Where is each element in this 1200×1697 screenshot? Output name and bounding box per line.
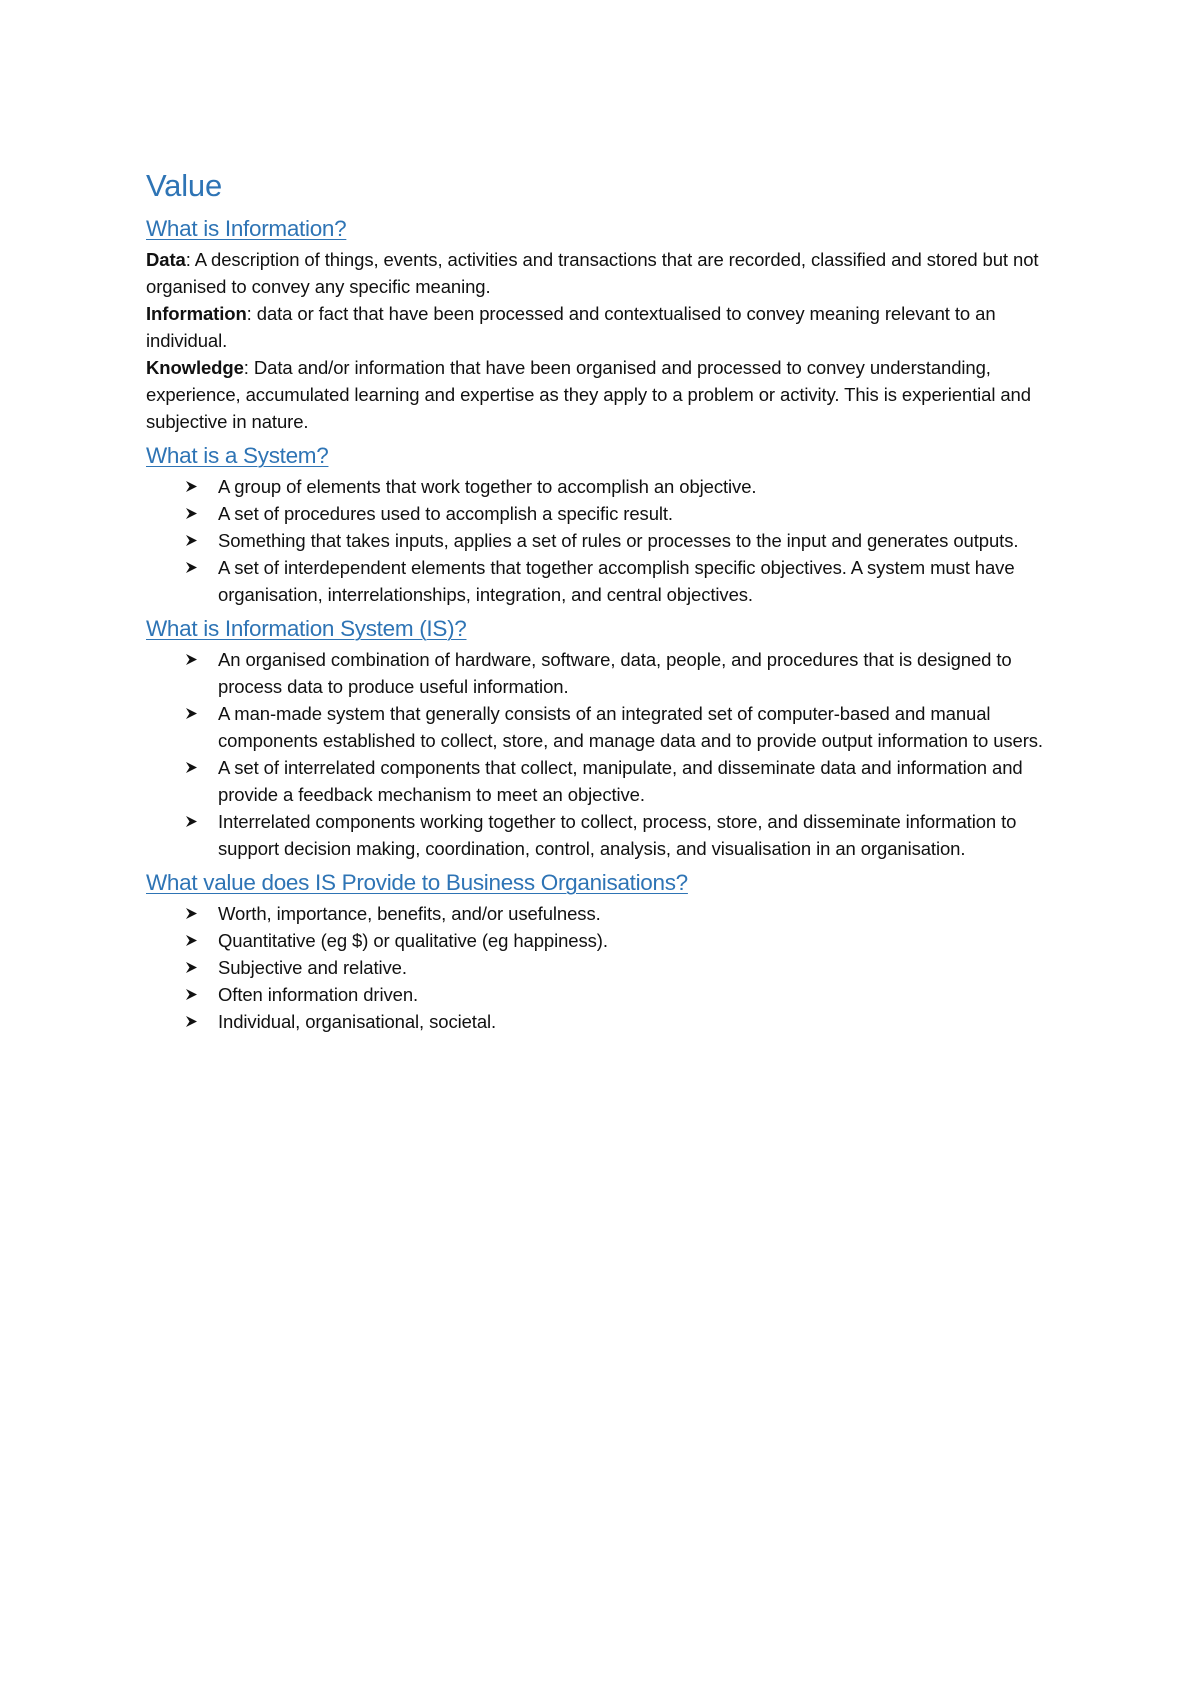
section-heading: What is Information?: [146, 216, 347, 241]
list-item-text: Interrelated components working together to collect, process, store, and disseminate information to support decision making, coordination, control, analysis, and visualisation in an organisation.: [218, 811, 1017, 859]
list-item-text: Often information driven.: [218, 984, 419, 1005]
list-item-text: Individual, organisational, societal.: [218, 1011, 497, 1032]
definition-knowledge: [146, 354, 1046, 435]
list-item: [218, 473, 1046, 500]
definition-separator: :: [246, 303, 257, 324]
arrowhead-bullet-icon: [182, 927, 200, 954]
list-item: [218, 981, 1046, 1008]
list-item: [218, 900, 1046, 927]
bullet-list: [146, 473, 1046, 608]
list-item: [218, 527, 1046, 554]
definition-term: Data: [146, 249, 186, 270]
list-item-text: A man-made system that generally consists of an integrated set of computer-based and manual components established to collect, store, and manage data and to provide output information to users.: [218, 703, 1043, 751]
section-is-value: [146, 866, 1046, 1035]
section-information: [146, 212, 1046, 435]
definition-text: Data and/or information that have been organised and processed to convey understanding, experience, accumulated learning and expertise as they apply to a problem or activity. This is experiential and subjective in nature.: [146, 357, 1031, 432]
list-item: [218, 754, 1046, 808]
list-item: [218, 554, 1046, 608]
list-item: [218, 927, 1046, 954]
list-item-text: A group of elements that work together to accomplish an objective.: [218, 476, 757, 497]
section-system: [146, 439, 1046, 608]
arrowhead-bullet-icon: [182, 1008, 200, 1035]
page-title: Value: [146, 168, 222, 203]
arrowhead-bullet-icon: [182, 646, 200, 673]
list-item: [218, 808, 1046, 862]
section-heading: What is Information System (IS)?: [146, 616, 467, 641]
definition-information: [146, 300, 1046, 354]
list-item-text: Worth, importance, benefits, and/or usefulness.: [218, 903, 601, 924]
list-item-text: Something that takes inputs, applies a set of rules or processes to the input and generates outputs.: [218, 530, 1019, 551]
list-item-text: A set of interdependent elements that together accomplish specific objectives. A system must have organisation, interrelationships, integration, and central objectives.: [218, 557, 1015, 605]
list-item-text: A set of interrelated components that collect, manipulate, and disseminate data and information and provide a feedback mechanism to meet an objective.: [218, 757, 1023, 805]
bullet-list: [146, 900, 1046, 1035]
arrowhead-bullet-icon: [182, 554, 200, 581]
section-heading: What value does IS Provide to Business Organisations?: [146, 870, 688, 895]
definition-data: [146, 246, 1046, 300]
list-item-text: Quantitative (eg $) or qualitative (eg happiness).: [218, 930, 608, 951]
arrowhead-bullet-icon: [182, 500, 200, 527]
list-item: [218, 500, 1046, 527]
arrowhead-bullet-icon: [182, 900, 200, 927]
bullet-list: [146, 646, 1046, 862]
list-item: [218, 700, 1046, 754]
arrowhead-bullet-icon: [182, 981, 200, 1008]
arrowhead-bullet-icon: [182, 527, 200, 554]
section-information-system: [146, 612, 1046, 862]
document-page: [146, 166, 1046, 1035]
definition-term: Information: [146, 303, 247, 324]
definition-text: data or fact that have been processed and contextualised to convey meaning relevant to an individual.: [146, 303, 996, 351]
definition-separator: :: [185, 249, 195, 270]
definition-term: Knowledge: [146, 357, 244, 378]
definition-text: A description of things, events, activities and transactions that are recorded, classified and stored but not organised to convey any specific meaning.: [146, 249, 1039, 297]
arrowhead-bullet-icon: [182, 473, 200, 500]
list-item-text: An organised combination of hardware, software, data, people, and procedures that is designed to process data to produce useful information.: [218, 649, 1012, 697]
arrowhead-bullet-icon: [182, 954, 200, 981]
section-heading: What is a System?: [146, 443, 329, 468]
list-item-text: Subjective and relative.: [218, 957, 407, 978]
list-item: [218, 646, 1046, 700]
list-item: [218, 954, 1046, 981]
arrowhead-bullet-icon: [182, 808, 200, 835]
list-item: [218, 1008, 1046, 1035]
definition-separator: :: [243, 357, 254, 378]
arrowhead-bullet-icon: [182, 754, 200, 781]
list-item-text: A set of procedures used to accomplish a specific result.: [218, 503, 673, 524]
arrowhead-bullet-icon: [182, 700, 200, 727]
